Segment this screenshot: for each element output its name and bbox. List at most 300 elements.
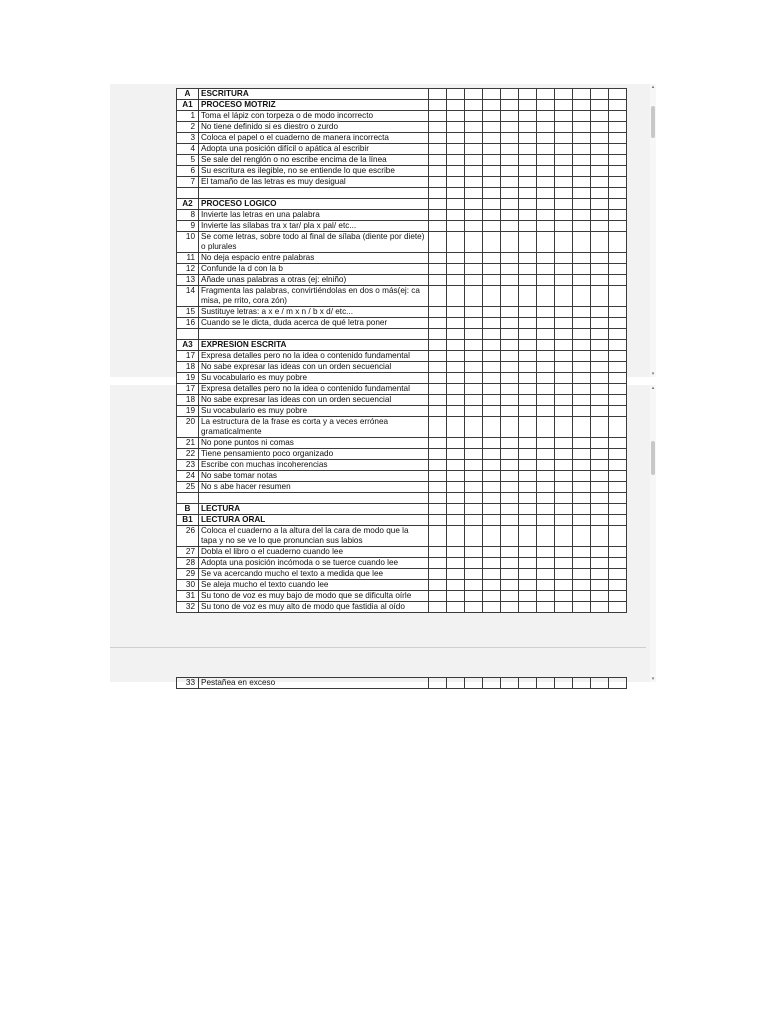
rating-cell[interactable]	[555, 547, 573, 558]
rating-cell[interactable]	[465, 144, 483, 155]
rating-cell[interactable]	[429, 275, 447, 286]
rating-cell[interactable]	[591, 526, 609, 547]
rating-cell[interactable]	[501, 580, 519, 591]
rating-cell[interactable]	[447, 275, 465, 286]
rating-cell[interactable]	[573, 122, 591, 133]
rating-cell[interactable]	[555, 253, 573, 264]
rating-cell[interactable]	[519, 515, 537, 526]
rating-cell[interactable]	[573, 395, 591, 406]
rating-cell[interactable]	[537, 307, 555, 318]
rating-cell[interactable]	[609, 221, 627, 232]
rating-cell[interactable]	[483, 362, 501, 373]
rating-cell[interactable]	[555, 449, 573, 460]
rating-cell[interactable]	[609, 460, 627, 471]
rating-cell[interactable]	[573, 286, 591, 307]
rating-cell[interactable]	[429, 602, 447, 613]
rating-cell[interactable]	[591, 438, 609, 449]
rating-cell[interactable]	[447, 111, 465, 122]
rating-cell[interactable]	[555, 373, 573, 384]
rating-cell[interactable]	[465, 177, 483, 188]
rating-cell[interactable]	[573, 602, 591, 613]
rating-cell[interactable]	[429, 526, 447, 547]
rating-cell[interactable]	[519, 264, 537, 275]
rating-cell[interactable]	[429, 471, 447, 482]
rating-cell[interactable]	[465, 438, 483, 449]
rating-cell[interactable]	[537, 166, 555, 177]
rating-cell[interactable]	[591, 406, 609, 417]
rating-cell[interactable]	[591, 384, 609, 395]
rating-cell[interactable]	[609, 144, 627, 155]
rating-cell[interactable]	[519, 221, 537, 232]
rating-cell[interactable]	[465, 133, 483, 144]
rating-cell[interactable]	[429, 340, 447, 351]
rating-cell[interactable]	[609, 384, 627, 395]
rating-cell[interactable]	[465, 547, 483, 558]
rating-cell[interactable]	[501, 253, 519, 264]
rating-cell[interactable]	[501, 547, 519, 558]
rating-cell[interactable]	[555, 210, 573, 221]
rating-cell[interactable]	[519, 526, 537, 547]
rating-cell[interactable]	[591, 504, 609, 515]
rating-cell[interactable]	[465, 340, 483, 351]
rating-cell[interactable]	[519, 155, 537, 166]
rating-cell[interactable]	[537, 569, 555, 580]
rating-cell[interactable]	[537, 155, 555, 166]
rating-cell[interactable]	[537, 460, 555, 471]
rating-cell[interactable]	[555, 144, 573, 155]
rating-cell[interactable]	[447, 232, 465, 253]
rating-cell[interactable]	[573, 504, 591, 515]
rating-cell[interactable]	[573, 318, 591, 329]
rating-cell[interactable]	[555, 318, 573, 329]
rating-cell[interactable]	[483, 580, 501, 591]
rating-cell[interactable]	[555, 417, 573, 438]
rating-cell[interactable]	[573, 89, 591, 100]
rating-cell[interactable]	[483, 678, 501, 689]
rating-cell[interactable]	[483, 340, 501, 351]
rating-cell[interactable]	[537, 111, 555, 122]
rating-cell[interactable]	[519, 275, 537, 286]
rating-cell[interactable]	[447, 264, 465, 275]
rating-cell[interactable]	[591, 177, 609, 188]
rating-cell[interactable]	[447, 449, 465, 460]
rating-cell[interactable]	[555, 471, 573, 482]
rating-cell[interactable]	[537, 678, 555, 689]
rating-cell[interactable]	[465, 89, 483, 100]
rating-cell[interactable]	[555, 482, 573, 493]
rating-cell[interactable]	[447, 417, 465, 438]
rating-cell[interactable]	[519, 166, 537, 177]
rating-cell[interactable]	[591, 232, 609, 253]
rating-cell[interactable]	[465, 395, 483, 406]
rating-cell[interactable]	[447, 602, 465, 613]
rating-cell[interactable]	[537, 580, 555, 591]
rating-cell[interactable]	[483, 286, 501, 307]
rating-cell[interactable]	[447, 558, 465, 569]
rating-cell[interactable]	[447, 362, 465, 373]
rating-cell[interactable]	[573, 275, 591, 286]
rating-cell[interactable]	[591, 460, 609, 471]
rating-cell[interactable]	[519, 482, 537, 493]
rating-cell[interactable]	[429, 210, 447, 221]
rating-cell[interactable]	[519, 602, 537, 613]
rating-cell[interactable]	[555, 395, 573, 406]
rating-cell[interactable]	[465, 417, 483, 438]
rating-cell[interactable]	[609, 558, 627, 569]
rating-cell[interactable]	[591, 166, 609, 177]
rating-cell[interactable]	[555, 351, 573, 362]
rating-cell[interactable]	[501, 318, 519, 329]
rating-cell[interactable]	[501, 275, 519, 286]
rating-cell[interactable]	[537, 384, 555, 395]
rating-cell[interactable]	[609, 286, 627, 307]
rating-cell[interactable]	[609, 232, 627, 253]
rating-cell[interactable]	[483, 515, 501, 526]
rating-cell[interactable]	[537, 264, 555, 275]
rating-cell[interactable]	[591, 318, 609, 329]
rating-cell[interactable]	[591, 471, 609, 482]
scroll-down-arrow-icon[interactable]: ▾	[651, 371, 655, 377]
rating-cell[interactable]	[501, 307, 519, 318]
rating-cell[interactable]	[573, 482, 591, 493]
rating-cell[interactable]	[519, 384, 537, 395]
rating-cell[interactable]	[537, 504, 555, 515]
rating-cell[interactable]	[609, 591, 627, 602]
rating-cell[interactable]	[609, 89, 627, 100]
rating-cell[interactable]	[591, 417, 609, 438]
rating-cell[interactable]	[447, 460, 465, 471]
rating-cell[interactable]	[519, 558, 537, 569]
rating-cell[interactable]	[501, 460, 519, 471]
rating-cell[interactable]	[591, 558, 609, 569]
rating-cell[interactable]	[537, 133, 555, 144]
rating-cell[interactable]	[609, 122, 627, 133]
rating-cell[interactable]	[447, 569, 465, 580]
rating-cell[interactable]	[591, 253, 609, 264]
rating-cell[interactable]	[465, 307, 483, 318]
rating-cell[interactable]	[465, 678, 483, 689]
rating-cell[interactable]	[501, 438, 519, 449]
rating-cell[interactable]	[519, 307, 537, 318]
rating-cell[interactable]	[573, 362, 591, 373]
rating-cell[interactable]	[483, 384, 501, 395]
rating-cell[interactable]	[483, 318, 501, 329]
rating-cell[interactable]	[609, 275, 627, 286]
rating-cell[interactable]	[483, 602, 501, 613]
rating-cell[interactable]	[537, 340, 555, 351]
rating-cell[interactable]	[609, 471, 627, 482]
rating-cell[interactable]	[519, 177, 537, 188]
rating-cell[interactable]	[465, 449, 483, 460]
rating-cell[interactable]	[555, 133, 573, 144]
rating-cell[interactable]	[447, 100, 465, 111]
rating-cell[interactable]	[501, 286, 519, 307]
rating-cell[interactable]	[501, 449, 519, 460]
rating-cell[interactable]	[429, 199, 447, 210]
rating-cell[interactable]	[573, 199, 591, 210]
rating-cell[interactable]	[573, 547, 591, 558]
rating-cell[interactable]	[429, 373, 447, 384]
rating-cell[interactable]	[537, 144, 555, 155]
rating-cell[interactable]	[537, 275, 555, 286]
rating-cell[interactable]	[483, 307, 501, 318]
rating-cell[interactable]	[447, 395, 465, 406]
rating-cell[interactable]	[573, 166, 591, 177]
rating-cell[interactable]	[483, 177, 501, 188]
rating-cell[interactable]	[501, 199, 519, 210]
rating-cell[interactable]	[591, 373, 609, 384]
rating-cell[interactable]	[537, 591, 555, 602]
rating-cell[interactable]	[573, 558, 591, 569]
rating-cell[interactable]	[537, 602, 555, 613]
rating-cell[interactable]	[447, 133, 465, 144]
rating-cell[interactable]	[609, 111, 627, 122]
rating-cell[interactable]	[537, 318, 555, 329]
rating-cell[interactable]	[447, 221, 465, 232]
rating-cell[interactable]	[609, 307, 627, 318]
rating-cell[interactable]	[501, 569, 519, 580]
rating-cell[interactable]	[465, 275, 483, 286]
rating-cell[interactable]	[447, 547, 465, 558]
rating-cell[interactable]	[537, 232, 555, 253]
rating-cell[interactable]	[447, 373, 465, 384]
rating-cell[interactable]	[447, 482, 465, 493]
rating-cell[interactable]	[447, 591, 465, 602]
scrollbar-thumb[interactable]	[651, 106, 655, 138]
rating-cell[interactable]	[555, 264, 573, 275]
rating-cell[interactable]	[555, 526, 573, 547]
rating-cell[interactable]	[537, 547, 555, 558]
rating-cell[interactable]	[501, 406, 519, 417]
rating-cell[interactable]	[483, 417, 501, 438]
rating-cell[interactable]	[609, 678, 627, 689]
rating-cell[interactable]	[483, 89, 501, 100]
rating-cell[interactable]	[591, 286, 609, 307]
rating-cell[interactable]	[555, 558, 573, 569]
rating-cell[interactable]	[465, 580, 483, 591]
rating-cell[interactable]	[501, 100, 519, 111]
rating-cell[interactable]	[447, 177, 465, 188]
rating-cell[interactable]	[609, 482, 627, 493]
rating-cell[interactable]	[465, 471, 483, 482]
rating-cell[interactable]	[591, 395, 609, 406]
rating-cell[interactable]	[465, 100, 483, 111]
rating-cell[interactable]	[591, 89, 609, 100]
rating-cell[interactable]	[537, 221, 555, 232]
rating-cell[interactable]	[537, 199, 555, 210]
rating-cell[interactable]	[537, 373, 555, 384]
rating-cell[interactable]	[555, 504, 573, 515]
rating-cell[interactable]	[483, 395, 501, 406]
rating-cell[interactable]	[609, 166, 627, 177]
rating-cell[interactable]	[501, 678, 519, 689]
rating-cell[interactable]	[465, 166, 483, 177]
rating-cell[interactable]	[483, 569, 501, 580]
rating-cell[interactable]	[555, 111, 573, 122]
rating-cell[interactable]	[537, 482, 555, 493]
rating-cell[interactable]	[519, 569, 537, 580]
rating-cell[interactable]	[483, 199, 501, 210]
rating-cell[interactable]	[537, 100, 555, 111]
rating-cell[interactable]	[483, 547, 501, 558]
rating-cell[interactable]	[447, 384, 465, 395]
rating-cell[interactable]	[519, 100, 537, 111]
rating-cell[interactable]	[447, 199, 465, 210]
rating-cell[interactable]	[447, 307, 465, 318]
rating-cell[interactable]	[609, 199, 627, 210]
rating-cell[interactable]	[591, 351, 609, 362]
rating-cell[interactable]	[447, 144, 465, 155]
rating-cell[interactable]	[609, 547, 627, 558]
rating-cell[interactable]	[519, 547, 537, 558]
rating-cell[interactable]	[591, 275, 609, 286]
rating-cell[interactable]	[519, 232, 537, 253]
scrollbar-thumb[interactable]	[651, 441, 655, 475]
rating-cell[interactable]	[483, 111, 501, 122]
rating-cell[interactable]	[573, 373, 591, 384]
rating-cell[interactable]	[519, 340, 537, 351]
rating-cell[interactable]	[519, 678, 537, 689]
rating-cell[interactable]	[555, 155, 573, 166]
vertical-scrollbar[interactable]	[650, 84, 656, 377]
rating-cell[interactable]	[483, 438, 501, 449]
rating-cell[interactable]	[519, 504, 537, 515]
rating-cell[interactable]	[501, 417, 519, 438]
rating-cell[interactable]	[429, 449, 447, 460]
rating-cell[interactable]	[609, 210, 627, 221]
rating-cell[interactable]	[591, 362, 609, 373]
rating-cell[interactable]	[429, 144, 447, 155]
rating-cell[interactable]	[573, 232, 591, 253]
rating-cell[interactable]	[573, 351, 591, 362]
rating-cell[interactable]	[465, 569, 483, 580]
rating-cell[interactable]	[429, 580, 447, 591]
rating-cell[interactable]	[537, 286, 555, 307]
rating-cell[interactable]	[465, 155, 483, 166]
rating-cell[interactable]	[519, 351, 537, 362]
rating-cell[interactable]	[429, 351, 447, 362]
rating-cell[interactable]	[555, 591, 573, 602]
rating-cell[interactable]	[429, 547, 447, 558]
rating-cell[interactable]	[501, 482, 519, 493]
rating-cell[interactable]	[519, 253, 537, 264]
rating-cell[interactable]	[591, 569, 609, 580]
rating-cell[interactable]	[537, 253, 555, 264]
rating-cell[interactable]	[501, 395, 519, 406]
rating-cell[interactable]	[429, 232, 447, 253]
rating-cell[interactable]	[519, 210, 537, 221]
rating-cell[interactable]	[573, 264, 591, 275]
rating-cell[interactable]	[537, 438, 555, 449]
rating-cell[interactable]	[483, 264, 501, 275]
rating-cell[interactable]	[555, 100, 573, 111]
rating-cell[interactable]	[537, 89, 555, 100]
rating-cell[interactable]	[483, 232, 501, 253]
rating-cell[interactable]	[537, 526, 555, 547]
rating-cell[interactable]	[591, 340, 609, 351]
rating-cell[interactable]	[501, 133, 519, 144]
rating-cell[interactable]	[429, 406, 447, 417]
rating-cell[interactable]	[483, 210, 501, 221]
rating-cell[interactable]	[447, 580, 465, 591]
rating-cell[interactable]	[429, 569, 447, 580]
rating-cell[interactable]	[591, 133, 609, 144]
rating-cell[interactable]	[591, 307, 609, 318]
rating-cell[interactable]	[591, 210, 609, 221]
rating-cell[interactable]	[465, 318, 483, 329]
rating-cell[interactable]	[555, 340, 573, 351]
rating-cell[interactable]	[573, 678, 591, 689]
rating-cell[interactable]	[429, 460, 447, 471]
rating-cell[interactable]	[609, 264, 627, 275]
rating-cell[interactable]	[465, 384, 483, 395]
rating-cell[interactable]	[483, 406, 501, 417]
rating-cell[interactable]	[465, 406, 483, 417]
rating-cell[interactable]	[429, 504, 447, 515]
rating-cell[interactable]	[429, 307, 447, 318]
rating-cell[interactable]	[591, 111, 609, 122]
rating-cell[interactable]	[591, 449, 609, 460]
rating-cell[interactable]	[555, 384, 573, 395]
rating-cell[interactable]	[573, 526, 591, 547]
rating-cell[interactable]	[591, 591, 609, 602]
rating-cell[interactable]	[591, 580, 609, 591]
rating-cell[interactable]	[447, 166, 465, 177]
rating-cell[interactable]	[501, 264, 519, 275]
rating-cell[interactable]	[501, 122, 519, 133]
rating-cell[interactable]	[591, 221, 609, 232]
rating-cell[interactable]	[591, 678, 609, 689]
rating-cell[interactable]	[429, 166, 447, 177]
rating-cell[interactable]	[537, 362, 555, 373]
rating-cell[interactable]	[519, 122, 537, 133]
rating-cell[interactable]	[483, 471, 501, 482]
rating-cell[interactable]	[465, 482, 483, 493]
rating-cell[interactable]	[519, 144, 537, 155]
rating-cell[interactable]	[465, 504, 483, 515]
rating-cell[interactable]	[465, 286, 483, 307]
rating-cell[interactable]	[555, 678, 573, 689]
rating-cell[interactable]	[555, 166, 573, 177]
rating-cell[interactable]	[555, 406, 573, 417]
rating-cell[interactable]	[573, 100, 591, 111]
rating-cell[interactable]	[555, 362, 573, 373]
rating-cell[interactable]	[465, 253, 483, 264]
rating-cell[interactable]	[573, 144, 591, 155]
rating-cell[interactable]	[501, 144, 519, 155]
rating-cell[interactable]	[447, 210, 465, 221]
rating-cell[interactable]	[519, 133, 537, 144]
rating-cell[interactable]	[519, 417, 537, 438]
rating-cell[interactable]	[483, 591, 501, 602]
rating-cell[interactable]	[573, 417, 591, 438]
rating-cell[interactable]	[429, 482, 447, 493]
rating-cell[interactable]	[429, 133, 447, 144]
rating-cell[interactable]	[555, 569, 573, 580]
rating-cell[interactable]	[537, 417, 555, 438]
rating-cell[interactable]	[483, 351, 501, 362]
rating-cell[interactable]	[447, 155, 465, 166]
rating-cell[interactable]	[609, 526, 627, 547]
rating-cell[interactable]	[483, 155, 501, 166]
rating-cell[interactable]	[501, 526, 519, 547]
rating-cell[interactable]	[465, 558, 483, 569]
rating-cell[interactable]	[609, 340, 627, 351]
rating-cell[interactable]	[465, 221, 483, 232]
rating-cell[interactable]	[609, 449, 627, 460]
rating-cell[interactable]	[591, 602, 609, 613]
rating-cell[interactable]	[537, 395, 555, 406]
